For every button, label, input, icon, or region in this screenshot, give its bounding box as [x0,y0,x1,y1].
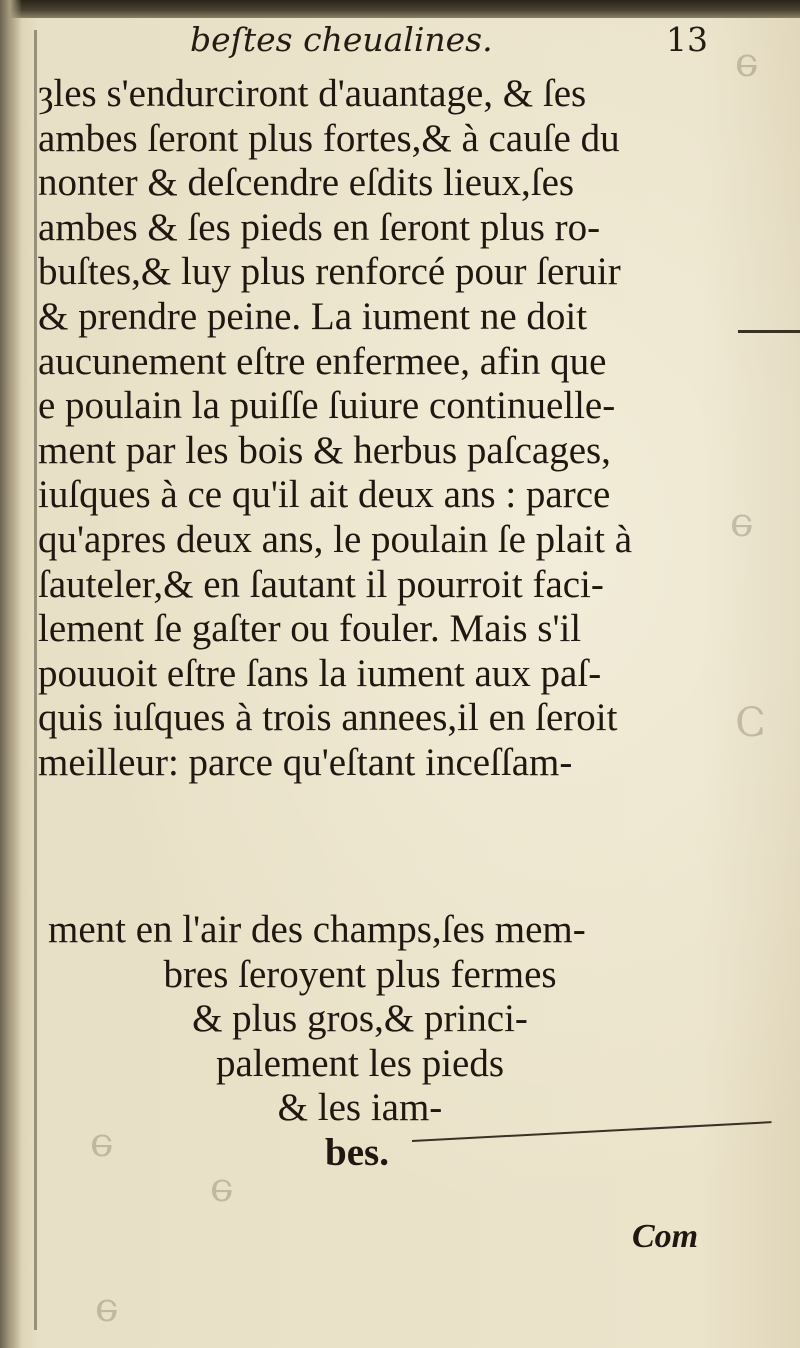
text-line: ſauteler,& en ſautant il pourroit faci- [38,562,604,606]
text-line: ȝles s'endurciront d'auantage, & ſes [38,72,587,115]
show-through-mark: ǝ [210,1165,234,1211]
text-line: & plus gros,& princi- [192,997,528,1041]
text-line: ment en l'air des champs,ſes mem- [48,908,586,951]
text-line: aucunement eſtre enfermee, afin que [38,339,607,383]
text-line: bres ſeroyent plus fermes [163,952,557,996]
text-line: lement ſe gaſter ou fouler. Mais s'il [38,607,582,651]
scan-top-edge [0,0,800,18]
text-line: iuſques à ce qu'il ait deux ans : parce [38,473,611,517]
text-line: palement les pieds [215,1041,505,1085]
text-line: & les iam- [277,1086,443,1130]
text-line: & prendre peine. La iument ne doit [38,294,588,338]
text-line: buſtes,& luy plus renforcé pour ſeruir [38,250,621,294]
margin-rule [738,330,800,333]
text-line: ambes & ſes pieds en ſeront plus ro- [38,205,601,249]
show-through-mark: ǝ [95,1285,119,1331]
text-line: nonter & deſcendre eſdits lieux,ſes [38,161,575,205]
text-line: e poulain la puiſſe ſuiure continuelle- [38,384,616,428]
catchword: Com [632,1218,699,1255]
tapering-colophon [40,908,720,1176]
text-line: quis iuſques à trois annees,il en ſeroit [38,696,618,740]
text-line: meilleur: parce qu'eſtant inceſſam- [38,740,573,784]
show-through-mark: ǝ [90,1120,114,1166]
text-line: pouuoit eſtre ſans la iument aux paſ- [38,651,602,695]
show-through-mark: Ɔ [735,700,766,746]
text-line: ambes ſeront plus fortes,& à cauſe du [38,116,620,160]
show-through-mark: ǝ [735,40,759,86]
running-head: beſtes cheualines. [190,20,493,59]
show-through-mark: ǝ [730,500,754,546]
page-number: 13 [666,20,708,59]
text-line: bes. [325,1130,389,1174]
text-line: qu'apres deux ans, le poulain ſe plait à [38,517,633,561]
text-line: ment par les bois & herbus paſcages, [38,428,611,472]
body-text [38,72,738,786]
